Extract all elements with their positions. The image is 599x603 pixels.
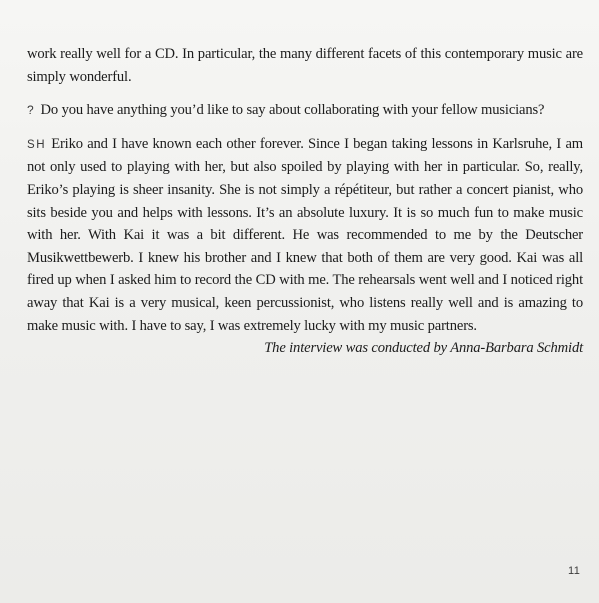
interview-text [27, 43, 583, 360]
interview-credit: The interview was conducted by Anna-Barbara Schmidt [264, 340, 583, 357]
question-paragraph [27, 99, 583, 122]
answer-paragraph [27, 133, 583, 337]
speaker-initials: SH [27, 138, 47, 151]
page-number: 11 [568, 565, 581, 577]
continuation-paragraph: work really well for a CD. In particular, the many different facets of this contemporary music are simply wonderful. [27, 46, 583, 85]
question-marker: ? [27, 103, 34, 118]
answer-text: Eriko and I have known each other forever. Since I began taking lessons in Karlsruhe, I am not only used to playing with her, but also spoiled by playing with her in particular. So, really, Eriko’s playing is sheer insanity. She is not simply a répétiteur, but rather a concert pianist, who sits beside you and helps with lessons. It’s an absolute luxury. It is so much fun to make music with her. With Kai it was a bit different. He was recommended to me by the Deutscher Musikwettbewerb. I knew his brother and I knew that both of them are very good. Kai was all fired up when I asked him to record the CD with me. The rehearsals went well and I noticed right away that Kai is a very musical, keen percussionist, who listens really well and is amazing to make music with. I have to say, I was extremely lucky with my music partners. [27, 135, 583, 334]
question-text: Do you have anything you’d like to say about collaborating with your fellow musicians? [40, 102, 545, 119]
